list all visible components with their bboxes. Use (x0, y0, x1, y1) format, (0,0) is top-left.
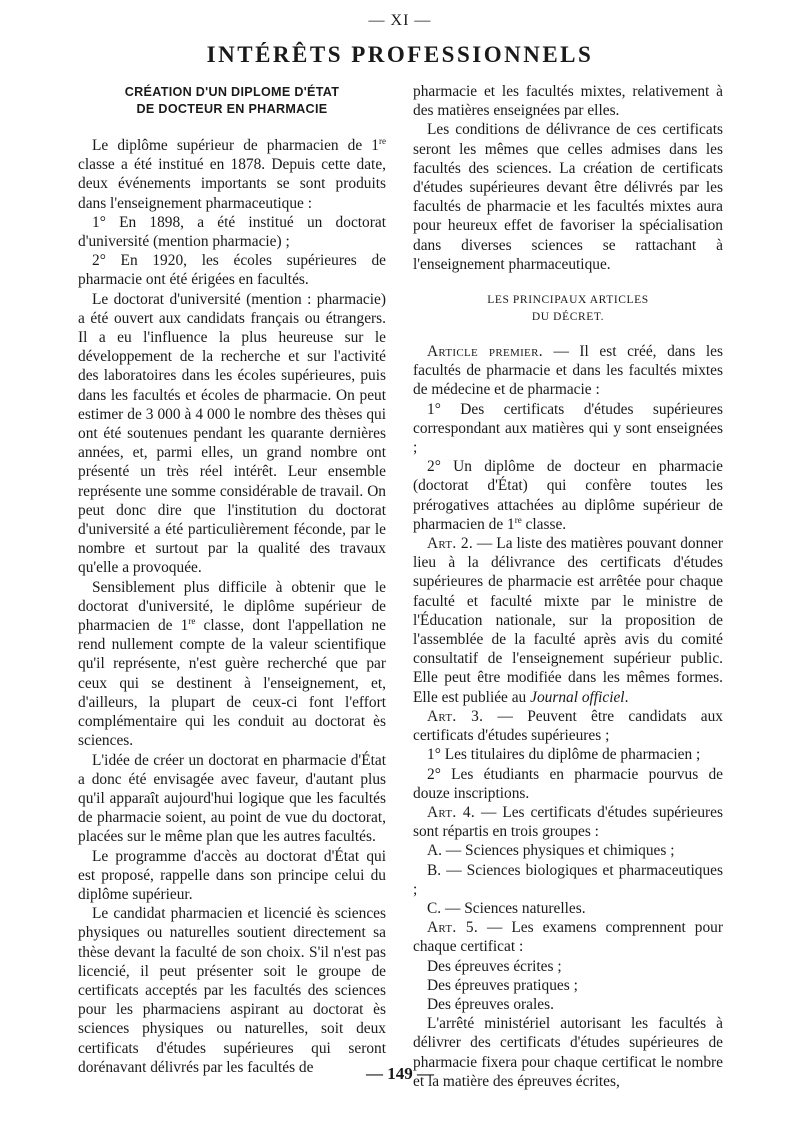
paragraph: Les conditions de délivrance de ces certificats seront les mêmes que celles admises dans les facultés des sciences. La création de certificats d'études supérieures devant être délivrés par les facultés de pharmacie et les facultés mixtes aura pour heureux effet de favoriser la spécialisation dans diverses sciences se rattachant à l'enseignement pharmaceutique. (413, 121, 723, 273)
article-3: Art. 3. — Peuvent être candidats aux certificats d'études supérieures ; (413, 707, 723, 745)
paragraph: Sensiblement plus difficile à obtenir que le doctorat d'université, le diplôme supérieur de pharmacien de 1re classe, dont l'appellation ne rend nullement compte de la valeur scientifique qu'il représente, n'est guère recherché que par ceux qui se destinent à l'enseignement, et, d'ailleurs, la plupart de ceux-ci font l'effort complémentaire qui les conduit au doctorat ès sciences. (78, 578, 387, 750)
paragraph: Le diplôme supérieur de pharmacien de 1re classe a été institué en 1878. Depuis cette date, deux événements importants se sont produits dans l'enseignement pharmaceutique : (78, 135, 386, 212)
article-heading-line1: CRÉATION D'UN DIPLOME D'ÉTAT (124, 85, 340, 99)
paragraph: L'idée de créer un doctorat en pharmacie d'État a donc été envisagée avec faveur, d'autant plus qu'il apparaît aujourd'hui logique que les facultés de pharmacie soient, au point de vue du doctorat, placées sur le même plan que les autres facultés. (78, 751, 386, 846)
article-heading-line2: DE DOCTEUR EN PHARMACIE (136, 102, 328, 116)
paragraph: 1° En 1898, a été institué un doctorat d'université (mention pharmacie) ; (78, 213, 386, 251)
paragraph: Le doctorat d'université (mention : pharmacie) a été ouvert aux candidats français ou étrangers. Il a eu l'influence la plus heureuse sur le développement de la recherche et sur l'activité des laboratoires dans les écoles supérieures, puis dans les facultés et écoles de pharmacie. On peut estimer de 3 000 à 4 000 le nombre des thèses qui ont été soutenues pendant les quarante dernières années, et, parmi elles, un grand nombre ont présenté un très réel intérêt. Leur ensemble représente une somme considérable de travail. On peut donc dire que l'institution du doctorat d'université a été particulièrement féconde, par le nombre et surtout par la qualité des travaux qu'elle a provoquée. (78, 290, 386, 577)
list-item: 2° Les étudiants en pharmacie pourvus de douze inscriptions. (413, 765, 723, 802)
list-item: 2° Un diplôme de docteur en pharmacie (doctorat d'État) qui confère toutes les prérogatives attachées au diplôme supérieur de pharmacien de 1re classe. (413, 458, 723, 533)
article-1: Article premier. — Il est créé, dans les facultés de pharmacie et dans les facultés mixtes de médecine et de pharmacie : (413, 343, 724, 399)
article-heading (78, 84, 386, 118)
decree-subheading: LES PRINCIPAUX ARTICLES DU DÉCRET. (487, 294, 649, 324)
page-title: INTÉRÊTS PROFESSIONNELS (206, 42, 594, 67)
list-item: 1° Des certificats d'études supérieures correspondant aux matières qui y sont enseignées ; (413, 400, 723, 457)
page-number: — 149 — (366, 1064, 434, 1083)
article-5: Art. 5. — Les examens comprennent pour chaque certificat : (413, 919, 723, 956)
list-item: Des épreuves pratiques ; (427, 976, 578, 994)
list-item: B. — Sciences biologiques et pharmaceutiques ; (413, 861, 723, 898)
paragraph: 2° En 1920, les écoles supérieures de pharmacie ont été érigées en facultés. (78, 252, 386, 289)
left-column (78, 82, 386, 1077)
article-2: Art. 2. — La liste des matières pouvant donner lieu à la délivrance des certificats d'études supérieures de pharmacie est arrêtée pour chaque faculté et faculté mixte par le ministre de l'Éducation nationale, sur la proposition de l'assemblée de la faculté après avis du comité consultatif de l'enseignement supérieur public. Elle peut être modifiée dans les mêmes formes. Elle est publiée au Journal officiel. (413, 535, 723, 706)
paragraph: Le candidat pharmacien et licencié ès sciences physiques ou naturelles soutient directement sa thèse devant la faculté de son choix. S'il n'est pas licencié, il peut présenter soit le groupe de certificats acceptés par les facultés des sciences pour les pharmaciens aspirant au doctorat ès sciences physiques ou naturelles, soit deux certificats d'études supérieures qui seront dorénavant délivrés par les facultés de (78, 905, 386, 1076)
paragraph: L'arrêté ministériel autorisant les facultés à délivrer des certificats d'études supérieures de pharmacie fixera pour chaque certificat le nombre et la matière des épreuves écrites, (413, 1015, 723, 1090)
roman-page-number: — XI — (368, 12, 432, 29)
article-4: Art. 4. — Les certificats d'études supérieures sont répartis en trois groupes : (413, 803, 723, 841)
list-item: C. — Sciences naturelles. (427, 899, 586, 917)
list-item: Des épreuves écrites ; (427, 957, 562, 975)
paragraph: pharmacie et les facultés mixtes, relativement à des matières enseignées par elles. (413, 83, 723, 120)
list-item: 1° Les titulaires du diplôme de pharmacien ; (427, 746, 701, 764)
list-item: A. — Sciences physiques et chimiques ; (427, 842, 675, 860)
list-item: Des épreuves orales. (427, 995, 554, 1013)
paragraph: Le programme d'accès au doctorat d'État qui est proposé, rappelle dans son principe celui du diplôme supérieur. (78, 847, 386, 903)
right-column (413, 82, 723, 1091)
